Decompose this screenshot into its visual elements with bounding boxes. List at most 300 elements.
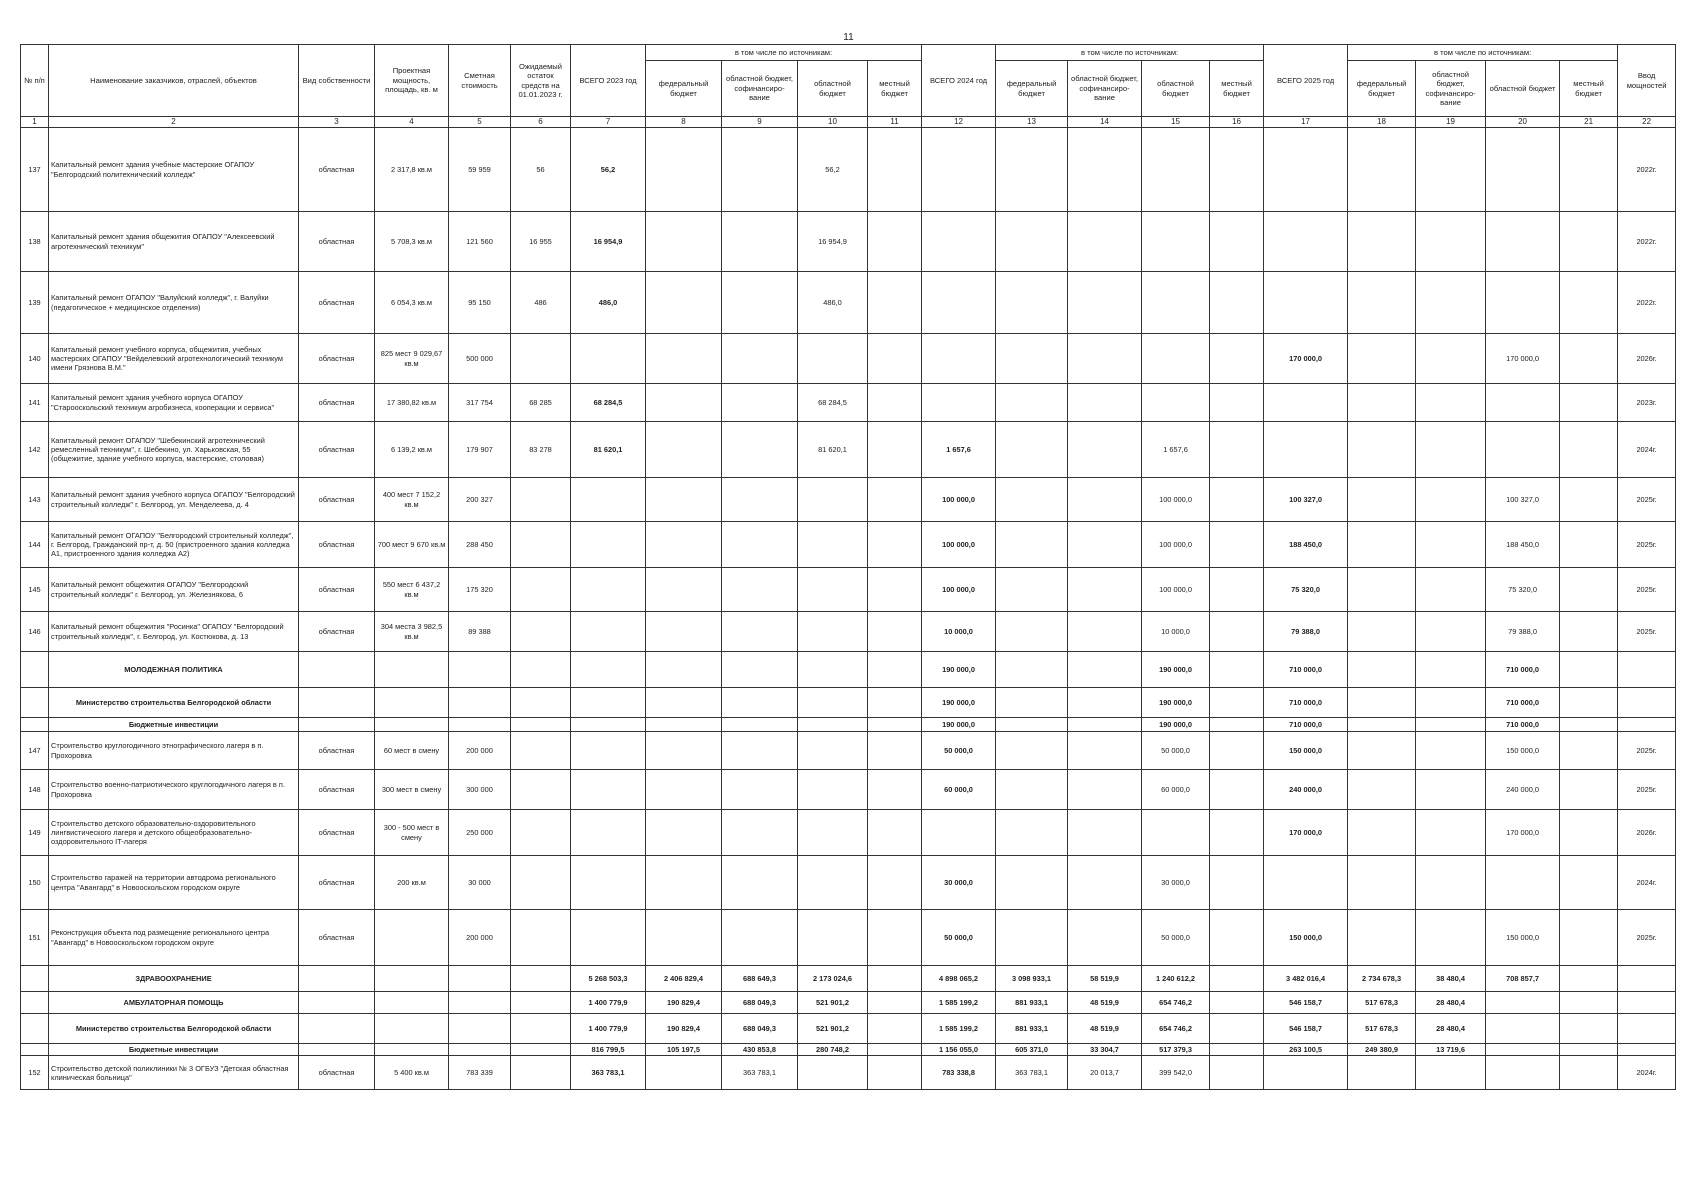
table-cell: 137 bbox=[21, 128, 49, 212]
table-cell bbox=[1210, 992, 1264, 1014]
table-cell: 17 380,82 кв.м bbox=[375, 384, 449, 422]
column-index: 8 bbox=[646, 117, 722, 128]
table-cell: 16 954,9 bbox=[571, 212, 646, 272]
table-cell bbox=[996, 770, 1068, 810]
object-name-cell: Строительство детской поликлиники № 3 ОГБУЗ "Детская областная клиническая больница" bbox=[49, 1056, 299, 1090]
table-cell: 105 197,5 bbox=[646, 1044, 722, 1056]
table-cell bbox=[1210, 272, 1264, 334]
table-cell: 710 000,0 bbox=[1264, 718, 1348, 732]
column-index: 12 bbox=[922, 117, 996, 128]
table-cell bbox=[868, 612, 922, 652]
table-cell bbox=[722, 688, 798, 718]
table-cell bbox=[1348, 688, 1416, 718]
table-body bbox=[21, 128, 1676, 1090]
column-index: 5 bbox=[449, 117, 511, 128]
table-cell: областная bbox=[299, 478, 375, 522]
table-cell: 147 bbox=[21, 732, 49, 770]
table-cell bbox=[511, 992, 571, 1014]
table-cell bbox=[1486, 212, 1560, 272]
table-cell bbox=[868, 992, 922, 1014]
table-cell: областная bbox=[299, 856, 375, 910]
table-cell bbox=[1264, 212, 1348, 272]
table-cell bbox=[1618, 652, 1676, 688]
table-cell bbox=[511, 856, 571, 910]
table-cell bbox=[922, 334, 996, 384]
header-total-2024: ВСЕГО 2024 год bbox=[922, 45, 996, 117]
table-cell: областная bbox=[299, 522, 375, 568]
table-cell bbox=[1210, 522, 1264, 568]
table-cell: 5 400 кв.м bbox=[375, 1056, 449, 1090]
table-cell bbox=[868, 856, 922, 910]
table-cell bbox=[1348, 810, 1416, 856]
table-cell bbox=[1348, 770, 1416, 810]
table-cell: 100 327,0 bbox=[1486, 478, 1560, 522]
table-cell: 50 000,0 bbox=[1142, 910, 1210, 966]
header-oblast-2025: областной бюджет bbox=[1486, 61, 1560, 117]
table-cell: 81 620,1 bbox=[571, 422, 646, 478]
table-cell: 121 560 bbox=[449, 212, 511, 272]
table-cell bbox=[511, 612, 571, 652]
table-cell bbox=[571, 770, 646, 810]
table-cell: 1 657,6 bbox=[1142, 422, 1210, 478]
table-cell bbox=[511, 910, 571, 966]
column-index: 2 bbox=[49, 117, 299, 128]
table-row bbox=[21, 478, 1676, 522]
table-cell bbox=[722, 212, 798, 272]
table-cell bbox=[299, 1014, 375, 1044]
table-cell bbox=[1416, 422, 1486, 478]
table-cell bbox=[1210, 1014, 1264, 1044]
table-cell: 263 100,5 bbox=[1264, 1044, 1348, 1056]
table-cell bbox=[1560, 856, 1618, 910]
table-cell bbox=[722, 910, 798, 966]
table-cell bbox=[996, 568, 1068, 612]
table-cell bbox=[511, 810, 571, 856]
table-cell: 150 000,0 bbox=[1486, 732, 1560, 770]
table-row bbox=[21, 334, 1676, 384]
table-cell: 89 388 bbox=[449, 612, 511, 652]
table-cell: 710 000,0 bbox=[1486, 652, 1560, 688]
table-cell: 2024г. bbox=[1618, 1056, 1676, 1090]
table-cell: областная bbox=[299, 384, 375, 422]
table-cell: 2026г. bbox=[1618, 334, 1676, 384]
table-cell bbox=[922, 384, 996, 422]
table-cell: 150 000,0 bbox=[1264, 732, 1348, 770]
table-cell bbox=[996, 334, 1068, 384]
table-cell: 500 000 bbox=[449, 334, 511, 384]
object-name-cell: Капитальный ремонт учебного корпуса, общежития, учебных мастерских ОГАПОУ "Вейделевский агротехнологический техникум имени Грязнова В.М." bbox=[49, 334, 299, 384]
table-cell bbox=[1560, 128, 1618, 212]
table-cell bbox=[1264, 272, 1348, 334]
table-cell: 1 240 612,2 bbox=[1142, 966, 1210, 992]
table-cell bbox=[375, 652, 449, 688]
column-index: 19 bbox=[1416, 117, 1486, 128]
table-cell bbox=[375, 966, 449, 992]
table-cell bbox=[1068, 770, 1142, 810]
table-cell bbox=[1210, 212, 1264, 272]
header-oblast-2024: областной бюджет bbox=[1142, 61, 1210, 117]
table-cell: 521 901,2 bbox=[798, 992, 868, 1014]
table-cell bbox=[511, 770, 571, 810]
table-cell: 881 933,1 bbox=[996, 1014, 1068, 1044]
table-cell: 317 754 bbox=[449, 384, 511, 422]
table-cell: 56 bbox=[511, 128, 571, 212]
table-cell bbox=[1142, 128, 1210, 212]
table-cell bbox=[511, 732, 571, 770]
table-cell: областная bbox=[299, 770, 375, 810]
table-cell bbox=[798, 1056, 868, 1090]
header-name: Наименование заказчиков, отраслей, объектов bbox=[49, 45, 299, 117]
column-index: 21 bbox=[1560, 117, 1618, 128]
table-cell: 28 480,4 bbox=[1416, 1014, 1486, 1044]
table-cell: 710 000,0 bbox=[1486, 718, 1560, 732]
table-cell bbox=[996, 478, 1068, 522]
table-cell bbox=[996, 422, 1068, 478]
table-cell bbox=[1068, 212, 1142, 272]
table-cell: 521 901,2 bbox=[798, 1014, 868, 1044]
table-cell bbox=[511, 334, 571, 384]
table-cell: 28 480,4 bbox=[1416, 992, 1486, 1014]
table-cell: 708 857,7 bbox=[1486, 966, 1560, 992]
table-cell: 170 000,0 bbox=[1486, 810, 1560, 856]
column-index: 14 bbox=[1068, 117, 1142, 128]
header-sources-2025: в том числе по источникам: bbox=[1348, 45, 1618, 61]
table-cell bbox=[798, 856, 868, 910]
table-cell bbox=[1560, 770, 1618, 810]
table-cell bbox=[1210, 568, 1264, 612]
page-number: 11 bbox=[843, 32, 854, 43]
table-cell: 200 кв.м bbox=[375, 856, 449, 910]
table-cell: 2025г. bbox=[1618, 568, 1676, 612]
table-cell: 38 480,4 bbox=[1416, 966, 1486, 992]
table-cell bbox=[798, 718, 868, 732]
table-cell bbox=[1416, 688, 1486, 718]
table-cell bbox=[1210, 732, 1264, 770]
table-cell bbox=[722, 856, 798, 910]
table-cell bbox=[571, 652, 646, 688]
table-cell: областная bbox=[299, 272, 375, 334]
table-row bbox=[21, 732, 1676, 770]
object-name-cell: МОЛОДЕЖНАЯ ПОЛИТИКА bbox=[49, 652, 299, 688]
table-cell: 2 173 024,6 bbox=[798, 966, 868, 992]
header-cofin-2024: областной бюджет, софинансиро-вание bbox=[1068, 61, 1142, 117]
table-cell bbox=[1416, 910, 1486, 966]
column-index: 17 bbox=[1264, 117, 1348, 128]
table-cell bbox=[1560, 568, 1618, 612]
table-cell bbox=[1068, 422, 1142, 478]
table-row bbox=[21, 612, 1676, 652]
table-cell bbox=[646, 732, 722, 770]
table-cell bbox=[996, 128, 1068, 212]
section-row bbox=[21, 688, 1676, 718]
table-cell: 1 585 199,2 bbox=[922, 992, 996, 1014]
table-cell: 190 000,0 bbox=[922, 688, 996, 718]
table-cell bbox=[1210, 1056, 1264, 1090]
table-cell bbox=[1416, 718, 1486, 732]
table-cell bbox=[722, 522, 798, 568]
table-cell bbox=[1416, 856, 1486, 910]
table-cell bbox=[722, 718, 798, 732]
table-cell bbox=[571, 478, 646, 522]
table-cell: 151 bbox=[21, 910, 49, 966]
investment-table bbox=[20, 44, 1676, 1090]
table-cell bbox=[868, 334, 922, 384]
table-cell bbox=[1142, 212, 1210, 272]
table-cell bbox=[571, 612, 646, 652]
table-cell: 2025г. bbox=[1618, 732, 1676, 770]
table-cell: 300 - 500 мест в смену bbox=[375, 810, 449, 856]
table-cell bbox=[1264, 128, 1348, 212]
table-cell bbox=[996, 688, 1068, 718]
table-cell bbox=[1560, 334, 1618, 384]
table-cell bbox=[646, 272, 722, 334]
table-cell bbox=[1560, 478, 1618, 522]
table-cell bbox=[1068, 732, 1142, 770]
table-row bbox=[21, 422, 1676, 478]
table-cell bbox=[1068, 478, 1142, 522]
table-cell: областная bbox=[299, 1056, 375, 1090]
table-cell bbox=[1560, 732, 1618, 770]
table-cell bbox=[996, 522, 1068, 568]
table-cell bbox=[1416, 1056, 1486, 1090]
table-cell bbox=[646, 128, 722, 212]
table-cell bbox=[1210, 910, 1264, 966]
header-commissioning: Ввод мощностей bbox=[1618, 45, 1676, 117]
table-cell: областная bbox=[299, 334, 375, 384]
table-cell bbox=[1416, 272, 1486, 334]
header-local-2023: местный бюджет bbox=[868, 61, 922, 117]
table-cell bbox=[798, 568, 868, 612]
table-cell: 60 мест в смену bbox=[375, 732, 449, 770]
table-cell bbox=[299, 1044, 375, 1056]
table-cell bbox=[722, 478, 798, 522]
table-cell bbox=[798, 732, 868, 770]
table-cell bbox=[868, 384, 922, 422]
table-cell: 4 898 065,2 bbox=[922, 966, 996, 992]
table-cell: 430 853,8 bbox=[722, 1044, 798, 1056]
table-cell: областная bbox=[299, 910, 375, 966]
table-cell: 146 bbox=[21, 612, 49, 652]
table-cell bbox=[722, 422, 798, 478]
table-cell bbox=[722, 770, 798, 810]
table-cell bbox=[1068, 568, 1142, 612]
table-cell bbox=[511, 568, 571, 612]
table-cell bbox=[1416, 770, 1486, 810]
table-cell: 56,2 bbox=[571, 128, 646, 212]
table-cell bbox=[868, 128, 922, 212]
table-cell bbox=[375, 1044, 449, 1056]
table-cell bbox=[1348, 568, 1416, 612]
table-cell bbox=[511, 1056, 571, 1090]
header-total-2025: ВСЕГО 2025 год bbox=[1264, 45, 1348, 117]
table-cell bbox=[299, 688, 375, 718]
table-cell bbox=[722, 384, 798, 422]
table-cell bbox=[996, 910, 1068, 966]
table-cell bbox=[868, 1056, 922, 1090]
table-cell bbox=[1618, 718, 1676, 732]
table-cell bbox=[1348, 612, 1416, 652]
table-cell bbox=[1210, 718, 1264, 732]
table-cell: областная bbox=[299, 422, 375, 478]
table-cell: 30 000,0 bbox=[922, 856, 996, 910]
table-cell: 58 519,9 bbox=[1068, 966, 1142, 992]
table-cell bbox=[1416, 384, 1486, 422]
table-cell bbox=[1210, 810, 1264, 856]
table-cell: 100 000,0 bbox=[922, 568, 996, 612]
section-row bbox=[21, 992, 1676, 1014]
table-cell bbox=[1560, 1014, 1618, 1044]
table-cell bbox=[375, 992, 449, 1014]
table-cell bbox=[646, 652, 722, 688]
table-cell bbox=[868, 652, 922, 688]
column-index: 15 bbox=[1142, 117, 1210, 128]
table-cell: 6 054,3 кв.м bbox=[375, 272, 449, 334]
table-cell bbox=[798, 688, 868, 718]
table-row bbox=[21, 1056, 1676, 1090]
table-cell: 2 317,8 кв.м bbox=[375, 128, 449, 212]
column-index: 6 bbox=[511, 117, 571, 128]
table-cell bbox=[868, 910, 922, 966]
table-cell bbox=[1210, 384, 1264, 422]
table-cell bbox=[1348, 384, 1416, 422]
table-cell bbox=[798, 652, 868, 688]
table-cell bbox=[1416, 522, 1486, 568]
table-cell bbox=[571, 810, 646, 856]
table-cell: 550 мест 6 437,2 кв.м bbox=[375, 568, 449, 612]
table-cell bbox=[798, 910, 868, 966]
table-cell bbox=[511, 966, 571, 992]
table-cell bbox=[922, 810, 996, 856]
header-sources-2024: в том числе по источникам: bbox=[996, 45, 1264, 61]
table-cell: 30 000,0 bbox=[1142, 856, 1210, 910]
object-name-cell: Министерство строительства Белгородской области bbox=[49, 1014, 299, 1044]
table-cell: 200 327 bbox=[449, 478, 511, 522]
table-cell: 100 000,0 bbox=[1142, 568, 1210, 612]
table-cell bbox=[798, 810, 868, 856]
table-cell bbox=[1560, 422, 1618, 478]
table-cell bbox=[449, 966, 511, 992]
header-ownership: Вид собственности bbox=[299, 45, 375, 117]
object-name-cell: Реконструкция объекта под размещение регионального центра "Авангард" в Новооскольском городском округе bbox=[49, 910, 299, 966]
table-cell bbox=[922, 212, 996, 272]
table-cell: 190 000,0 bbox=[922, 652, 996, 688]
object-name-cell: Капитальный ремонт ОГАПОУ "Шебекинский агротехнический ремесленный техникум", г. Шебекино, ул. Харьковская, 55 (общежитие, здание учебного корпуса, мастерские, столовая) bbox=[49, 422, 299, 478]
table-cell: 16 954,9 bbox=[798, 212, 868, 272]
table-cell bbox=[299, 966, 375, 992]
table-cell bbox=[922, 128, 996, 212]
table-cell: 2025г. bbox=[1618, 612, 1676, 652]
section-row bbox=[21, 966, 1676, 992]
table-cell: 60 000,0 bbox=[922, 770, 996, 810]
object-name-cell: Капитальный ремонт общежития "Росинка" ОГАПОУ "Белгородский строительный колледж", г. Белгород, ул. Костюкова, д. 13 bbox=[49, 612, 299, 652]
section-row bbox=[21, 718, 1676, 732]
table-cell: 190 829,4 bbox=[646, 1014, 722, 1044]
table-cell bbox=[375, 688, 449, 718]
table-row bbox=[21, 810, 1676, 856]
table-cell bbox=[571, 718, 646, 732]
column-index: 1 bbox=[21, 117, 49, 128]
table-cell: 2 406 829,4 bbox=[646, 966, 722, 992]
table-cell bbox=[21, 652, 49, 688]
table-row bbox=[21, 128, 1676, 212]
table-cell bbox=[511, 718, 571, 732]
table-cell: 2023г. bbox=[1618, 384, 1676, 422]
table-cell: 60 000,0 bbox=[1142, 770, 1210, 810]
table-cell: 141 bbox=[21, 384, 49, 422]
table-cell bbox=[1618, 1044, 1676, 1056]
table-cell: 139 bbox=[21, 272, 49, 334]
table-cell: 190 829,4 bbox=[646, 992, 722, 1014]
table-cell bbox=[571, 732, 646, 770]
table-cell: 6 139,2 кв.м bbox=[375, 422, 449, 478]
table-cell bbox=[1142, 272, 1210, 334]
table-cell bbox=[1210, 128, 1264, 212]
table-cell: 145 bbox=[21, 568, 49, 612]
table-cell bbox=[1348, 718, 1416, 732]
table-cell bbox=[571, 568, 646, 612]
table-cell bbox=[571, 688, 646, 718]
table-cell bbox=[1416, 334, 1486, 384]
table-cell bbox=[1210, 688, 1264, 718]
table-cell bbox=[996, 810, 1068, 856]
table-cell: 399 542,0 bbox=[1142, 1056, 1210, 1090]
section-row bbox=[21, 1044, 1676, 1056]
table-cell bbox=[1560, 718, 1618, 732]
table-cell bbox=[722, 652, 798, 688]
table-cell: 138 bbox=[21, 212, 49, 272]
table-row bbox=[21, 856, 1676, 910]
table-cell: 2025г. bbox=[1618, 910, 1676, 966]
table-row bbox=[21, 384, 1676, 422]
table-cell: 688 049,3 bbox=[722, 1014, 798, 1044]
table-cell bbox=[798, 478, 868, 522]
table-cell bbox=[511, 478, 571, 522]
table-cell: 280 748,2 bbox=[798, 1044, 868, 1056]
table-cell: 486,0 bbox=[798, 272, 868, 334]
table-cell bbox=[646, 568, 722, 612]
table-cell bbox=[922, 272, 996, 334]
table-cell: 100 000,0 bbox=[1142, 478, 1210, 522]
table-cell bbox=[1068, 522, 1142, 568]
table-cell: 20 013,7 bbox=[1068, 1056, 1142, 1090]
table-cell: 816 799,5 bbox=[571, 1044, 646, 1056]
column-index: 7 bbox=[571, 117, 646, 128]
table-cell bbox=[868, 272, 922, 334]
table-cell bbox=[1486, 1056, 1560, 1090]
table-cell: 288 450 bbox=[449, 522, 511, 568]
table-cell bbox=[1486, 272, 1560, 334]
table-cell bbox=[646, 718, 722, 732]
table-cell bbox=[1416, 810, 1486, 856]
table-cell: 83 278 bbox=[511, 422, 571, 478]
table-cell: 170 000,0 bbox=[1264, 810, 1348, 856]
table-cell bbox=[1560, 212, 1618, 272]
table-cell bbox=[1486, 992, 1560, 1014]
column-index: 9 bbox=[722, 117, 798, 128]
table-cell: 2026г. bbox=[1618, 810, 1676, 856]
table-cell bbox=[646, 522, 722, 568]
table-cell: областная bbox=[299, 128, 375, 212]
table-cell bbox=[722, 732, 798, 770]
table-cell: 363 783,1 bbox=[722, 1056, 798, 1090]
table-cell bbox=[1210, 652, 1264, 688]
table-cell bbox=[1416, 732, 1486, 770]
table-cell: 170 000,0 bbox=[1486, 334, 1560, 384]
object-name-cell: Капитальный ремонт общежития ОГАПОУ "Белгородский строительный колледж" г. Белгород, ул. Железнякова, 6 bbox=[49, 568, 299, 612]
table-cell bbox=[1416, 652, 1486, 688]
table-cell: 59 959 bbox=[449, 128, 511, 212]
header-oblast-2023: областной бюджет bbox=[798, 61, 868, 117]
